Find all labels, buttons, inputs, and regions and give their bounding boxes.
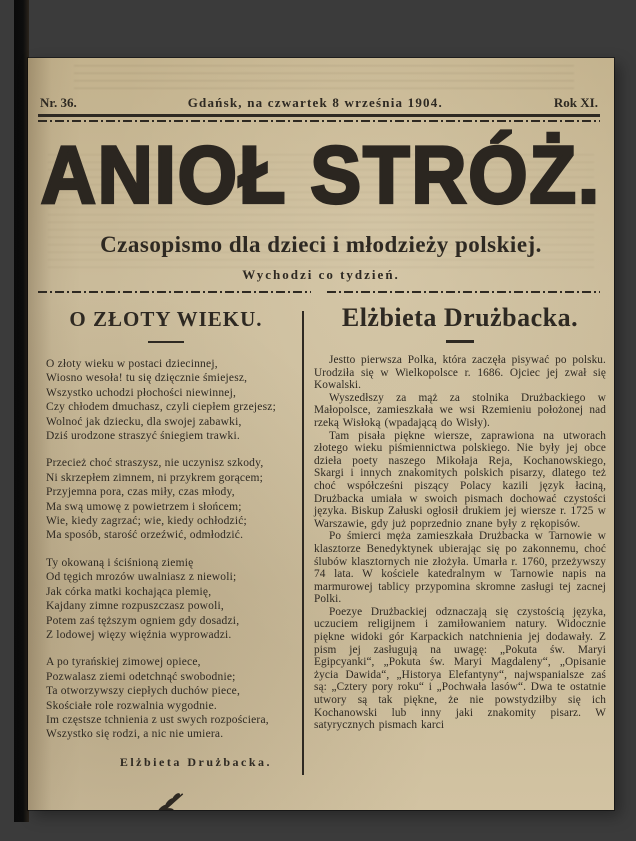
poem-line: Ni skrzepłem zimnem, ni przykrem gorącem; <box>46 471 264 484</box>
article-paragraph: Po śmierci męża zamieszkała Drużbacka w Tarnowie w klasztorze Benedyktynek ubierając się po zakonnemu, choć ślubów klasztornych nie złożyła. Umarła r. 1760, przeżywszy 74 lata. W kościele katedralnym w Tarnowie napis na marmurowej tablicy przypomina skromne zasługi tej zacnej Polki. <box>314 530 606 606</box>
poem-line: Przyjemna pora, czas miły, czas młody, <box>46 486 235 499</box>
poem-stanza <box>46 655 294 741</box>
poem-stanza <box>46 556 294 642</box>
poem-line: O złoty wieku w postaci dziecinnej, <box>46 358 218 370</box>
dateline: Gdańsk, na czwartek 8 września 1904. <box>187 95 443 110</box>
poem-line: A po tyrańskiej zimowej opiece, <box>46 656 201 669</box>
poem-line: Ma swą umowę z powietrzem i słońcem; <box>46 500 242 513</box>
poem-stanza <box>46 357 294 443</box>
poem-line: Jak córka matki kochająca plemię, <box>46 585 212 598</box>
article-title-rule <box>446 340 474 343</box>
article-paragraph: Poezye Drużbackiej odznaczają się czystością języka, uczuciem religijnem i zamiłowaniem natury. Widocznie piękne widoki gór Karpackich natchnienia jej dodawały. Z pism jej zasługują na uwagę: „Pokuta św. Maryi Egipcyanki“, „Pokuta św. Maryi Magdaleny“, „Opisanie życia Dawida“, „Historya Elefantyny“, najwspanialsze zaś są: „Cztery pory roku“ i „Pochwała lasów“. Dwa te ostatnie utwory są tak piękne, że nie powstydziłby się ich Kochanowski lub inny jaki znakomity pisarz. W satyrycznych pismach karci <box>314 605 606 732</box>
section-rule <box>38 291 600 293</box>
article-paragraph: Wyszedłszy za mąż za stolnika Drużbackiego w Małopolsce, zamieszkała we wsi Rzemieniu położonej nad rzeką Wisłoką (wpadającą do Wisły). <box>314 391 606 429</box>
poem-line: Potem zaś tęższym ogniem gdy dosadzi, <box>46 614 240 627</box>
section-rule-left <box>38 291 311 293</box>
poem-line: Czy chłodem dmuchasz, czyli ciepłem grzejesz; <box>46 401 276 414</box>
poem-signature: Elżbieta Drużbacka. <box>119 754 272 769</box>
volume-label: Rok XI. <box>553 95 598 110</box>
poem-title-rule <box>148 341 184 343</box>
poem-line: Wiosno wesoła! tu się dzięcznie śmiejesz, <box>46 372 248 385</box>
poem-line: Dziś urodzone straszyć śniegiem trawki. <box>46 430 240 443</box>
newspaper-page <box>28 58 614 810</box>
frequency-note: Wychodzi co tydzień. <box>242 267 400 282</box>
poem-line: Przecież choć straszysz, nie uczynisz szkody, <box>46 457 264 470</box>
bleed-through-texture <box>74 65 574 91</box>
masthead-subtitle: Czasopismo dla dzieci i młodzieży polskiej. <box>100 232 542 257</box>
article-paragraph: Jestto pierwsza Polka, która zaczęła pisywać po polsku. Urodziła się w Wielkopolsce r. 1686. Ojciec jej zwał się Kowalski. <box>314 354 606 392</box>
poem-line: Wszystko się rodzi, a nic nie umiera. <box>46 728 224 741</box>
section-rule-right <box>327 291 600 293</box>
poem-line: Pozwalasz ziemi odetchnąć swobodnie; <box>46 670 236 683</box>
poem-line: Z lodowej więzy więźnia wyprowadzi. <box>46 628 232 641</box>
article-column <box>310 299 608 799</box>
poem-line: Skościałe role rozwalnia wygodnie. <box>46 699 217 712</box>
poem-stanza <box>46 456 294 542</box>
page-spine-shadow <box>14 0 29 822</box>
floral-ornament-icon <box>38 792 294 810</box>
article-body <box>314 354 606 732</box>
poem-title: O ZŁOTY WIEKU. <box>69 307 263 331</box>
poem-line: Wolnoć jak dziecku, dla swojej zabawki, <box>46 415 242 428</box>
poem-line: Ta otworzywszy ciepłych duchów piece, <box>46 685 241 698</box>
masthead-title: ANIOŁ STRÓŻ. <box>40 130 602 221</box>
poem-line: Im częstsze tchnienia z ust swych rozpościera, <box>46 713 269 726</box>
content-columns <box>28 299 614 799</box>
poem-line: Ty okowaną i ściśnioną ziemię <box>46 556 194 569</box>
poem-line: Od tęgich mrozów uwalniasz z niewoli; <box>46 571 237 584</box>
article-paragraph: Tam pisała piękne wiersze, zaprawiona na utworach złotego wieku piśmiennictwa polskiego. Nie były jej obce dzieła poety naszego Mikołaja Reja, Kochanowskiego, Skargi i innych znakomitych polskich pisarzy, dlatego też choć współcześni piszący Polacy kazili język łaciną, Drużbacka umiała w swoich pismach dochować czystości języka. Biskup Załuski ogłosił drukiem jej wiersze r. 1725 w Warszawie, gdy już poprzednio znane były z rękopisów. <box>314 429 606 530</box>
poem-line: Ma sposób, starość orzeźwić, odmłodzić. <box>46 529 244 542</box>
poem-line: Kajdany zimne rozpuszczasz powoli, <box>46 600 224 613</box>
poem-column <box>38 299 294 799</box>
issue-line <box>40 95 598 111</box>
poem-line: Wie, kiedy zagrzać; wie, kiedy ochłodzić; <box>46 515 247 528</box>
poem-body <box>38 357 294 742</box>
column-divider <box>302 311 304 775</box>
header-rule-solid <box>38 114 600 117</box>
header-rule-dashdot <box>38 120 600 122</box>
issue-number: Nr. 36. <box>40 95 77 110</box>
poem-line: Wszystko uchodzi płochości niewinnej, <box>46 386 237 399</box>
page-header <box>28 95 614 293</box>
article-title: Elżbieta Drużbacka. <box>341 303 579 332</box>
